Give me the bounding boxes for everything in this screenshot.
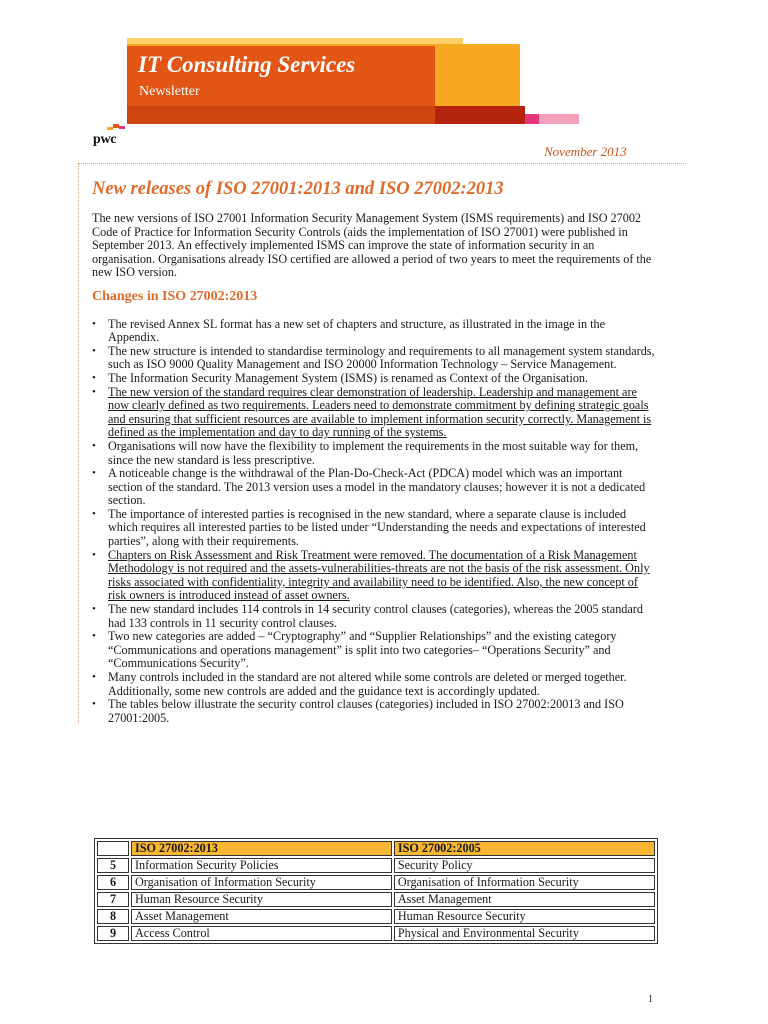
table-row: [97, 926, 655, 941]
clause-number: 7: [97, 892, 129, 907]
table-row: [97, 909, 655, 924]
table-header-number: [97, 841, 129, 856]
table-header-row: [97, 841, 655, 856]
table-row: [97, 892, 655, 907]
page-number: 1: [648, 994, 653, 1005]
clause-2005: Human Resource Security: [394, 909, 655, 924]
clause-2005: Security Policy: [394, 858, 655, 873]
newsletter-header: [0, 0, 768, 170]
list-item-underlined: • The new version of the standard requires clear demonstration of leadership. Leadership and management are now clearly defined as two requirements. Leaders need to demonstrate commitment by defining strategic goals and ensuring that sufficient resources are available to implement information security correctly. Management is defined as the implementation and day to day running of the systems.: [92, 386, 656, 440]
clause-2013: Asset Management: [131, 909, 392, 924]
header-band-red: [127, 106, 435, 124]
table-header-2005: ISO 27002:2005: [394, 841, 655, 856]
list-item: • Two new categories are added – “Cryptography” and “Supplier Relationships” and the existing category “Communications and operations management” is split into two categories– “Operations Security” and “Communications Security”.: [92, 630, 656, 671]
list-item: • The new standard includes 114 controls in 14 security control clauses (categories), whereas the 2005 standard had 133 controls in 11 security control clauses.: [92, 603, 656, 630]
list-item: • Many controls included in the standard are not altered while some controls are deleted or merged together. Additionally, some new controls are added and the guidance text is accordingly updated.: [92, 671, 656, 698]
issue-date: November 2013: [544, 144, 627, 159]
article-intro: The new versions of ISO 27001 Information Security Management System (ISMS requirements) and ISO 27002 Code of Practice for Information Security Controls (aids the implementation of ISO 27001) were published in September 2013. An effectively implemented ISMS can improve the state of information security in an organisation. Organisations already ISO certified are allowed a period of two years to meet the requirements of the new ISO version.: [92, 211, 652, 280]
list-item: • The new structure is intended to standardise terminology and requirements to all management system standards, such as ISO 9000 Quality Management and ISO 20000 Information Technology – Service Management.: [92, 345, 656, 372]
table-header-2013: ISO 27002:2013: [131, 841, 392, 856]
list-item: • The Information Security Management System (ISMS) is renamed as Context of the Organisation.: [92, 372, 656, 386]
left-margin-rule: [78, 163, 79, 723]
list-item-underlined: • Chapters on Risk Assessment and Risk Treatment were removed. The documentation of a Risk Management Methodology is not required and the assets-vulnerabilities-threats are not the basis of the risk assessment. Only risks associated with confidentiality, integrity and availability need to be identified. Also, the new concept of risk owners is introduced instead of asset owners.: [92, 549, 656, 603]
changes-list: [92, 318, 656, 726]
clause-number: 6: [97, 875, 129, 890]
table-row: [97, 875, 655, 890]
clause-number: 5: [97, 858, 129, 873]
clause-2005: Physical and Environmental Security: [394, 926, 655, 941]
clause-2013: Access Control: [131, 926, 392, 941]
clause-number: 9: [97, 926, 129, 941]
clause-2005: Asset Management: [394, 892, 655, 907]
clause-2013: Human Resource Security: [131, 892, 392, 907]
newsletter-subtitle: Newsletter: [139, 84, 200, 99]
list-item: • The revised Annex SL format has a new set of chapters and structure, as illustrated in the image in the Appendix.: [92, 318, 656, 345]
clause-2013: Organisation of Information Security: [131, 875, 392, 890]
clause-2005: Organisation of Information Security: [394, 875, 655, 890]
header-divider: [78, 163, 686, 164]
clause-number: 8: [97, 909, 129, 924]
header-band-deepred: [435, 106, 525, 124]
pwc-logo-text: pwc: [93, 132, 117, 147]
article-body: [92, 178, 656, 725]
list-item: • The tables below illustrate the security control clauses (categories) included in ISO 27002:20013 and ISO 27001:2005.: [92, 698, 656, 725]
header-band-pink: [525, 114, 539, 124]
newsletter-title: IT Consulting Services: [138, 52, 356, 77]
section-title: Changes in ISO 27002:2013: [92, 288, 258, 304]
article-title: New releases of ISO 27001:2013 and ISO 27002:2013: [92, 179, 504, 199]
table-row: [97, 858, 655, 873]
header-band-lightpink: [539, 114, 579, 124]
clause-2013: Information Security Policies: [131, 858, 392, 873]
pwc-logo: [93, 124, 133, 150]
list-item: • Organisations will now have the flexibility to implement the requirements in the most suitable way for them, since the new standard is less prescriptive.: [92, 440, 656, 467]
control-clauses-table: [94, 838, 658, 944]
list-item: • The importance of interested parties is recognised in the new standard, where a separate clause is included which requires all interested parties to be listed under “Understanding the needs and expectations of interested parties”, along with their requirements.: [92, 508, 656, 549]
list-item: • A noticeable change is the withdrawal of the Plan-Do-Check-Act (PDCA) model which was an important section of the standard. The 2013 version uses a model in the mandatory clauses; however it is not a dedicated section.: [92, 467, 656, 508]
